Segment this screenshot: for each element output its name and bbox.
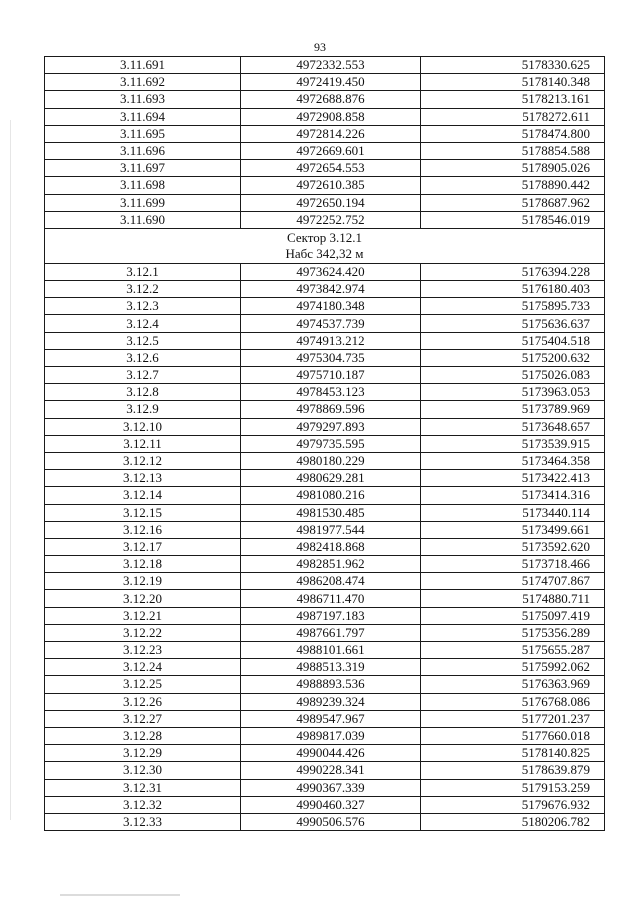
x-coordinate-cell: 4990367.339 — [241, 779, 421, 796]
x-coordinate-cell: 4978869.596 — [241, 401, 421, 418]
x-coordinate-cell: 4982418.868 — [241, 538, 421, 555]
x-coordinate-cell: 4981080.216 — [241, 487, 421, 504]
table-row — [45, 194, 605, 211]
table-row — [45, 435, 605, 452]
y-coordinate-cell: 5174880.711 — [421, 590, 605, 607]
y-coordinate-cell: 5175655.287 — [421, 642, 605, 659]
table-row — [45, 418, 605, 435]
table-row — [45, 177, 605, 194]
y-coordinate-cell: 5173963.053 — [421, 384, 605, 401]
y-coordinate-cell: 5176363.969 — [421, 676, 605, 693]
x-coordinate-cell: 4972650.194 — [241, 194, 421, 211]
x-coordinate-cell: 4989817.039 — [241, 727, 421, 744]
y-coordinate-cell: 5175895.733 — [421, 298, 605, 315]
x-coordinate-cell: 4972252.752 — [241, 211, 421, 228]
y-coordinate-cell: 5175200.632 — [421, 349, 605, 366]
point-id-cell: 3.12.26 — [45, 693, 241, 710]
table-row — [45, 504, 605, 521]
y-coordinate-cell: 5175026.083 — [421, 367, 605, 384]
y-coordinate-cell: 5176180.403 — [421, 281, 605, 298]
table-row — [45, 762, 605, 779]
point-id-cell: 3.12.9 — [45, 401, 241, 418]
point-id-cell: 3.12.27 — [45, 710, 241, 727]
y-coordinate-cell: 5176768.086 — [421, 693, 605, 710]
x-coordinate-cell: 4988513.319 — [241, 659, 421, 676]
y-coordinate-cell: 5179153.259 — [421, 779, 605, 796]
x-coordinate-cell: 4980180.229 — [241, 452, 421, 469]
x-coordinate-cell: 4973842.974 — [241, 281, 421, 298]
table-row — [45, 470, 605, 487]
x-coordinate-cell: 4989239.324 — [241, 693, 421, 710]
point-id-cell: 3.12.7 — [45, 367, 241, 384]
x-coordinate-cell: 4975710.187 — [241, 367, 421, 384]
point-id-cell: 3.12.32 — [45, 796, 241, 813]
y-coordinate-cell: 5173464.358 — [421, 452, 605, 469]
x-coordinate-cell: 4990044.426 — [241, 745, 421, 762]
y-coordinate-cell: 5173499.661 — [421, 521, 605, 538]
y-coordinate-cell: 5179676.932 — [421, 796, 605, 813]
x-coordinate-cell: 4981977.544 — [241, 521, 421, 538]
table-row — [45, 642, 605, 659]
point-id-cell: 3.12.19 — [45, 573, 241, 590]
y-coordinate-cell: 5173414.316 — [421, 487, 605, 504]
y-coordinate-cell: 5178687.962 — [421, 194, 605, 211]
table-row — [45, 349, 605, 366]
point-id-cell: 3.12.28 — [45, 727, 241, 744]
x-coordinate-cell: 4972419.450 — [241, 74, 421, 91]
sector-title: Сектор 3.12.1 — [286, 229, 362, 245]
scan-bottom-mark — [60, 894, 180, 896]
y-coordinate-cell: 5173539.915 — [421, 435, 605, 452]
point-id-cell: 3.12.16 — [45, 521, 241, 538]
x-coordinate-cell: 4982851.962 — [241, 556, 421, 573]
table-row — [45, 315, 605, 332]
table-row — [45, 727, 605, 744]
table-row — [45, 401, 605, 418]
x-coordinate-cell: 4989547.967 — [241, 710, 421, 727]
table-row — [45, 710, 605, 727]
point-id-cell: 3.11.694 — [45, 108, 241, 125]
point-id-cell: 3.12.17 — [45, 538, 241, 555]
y-coordinate-cell: 5178854.588 — [421, 142, 605, 159]
table-row — [45, 57, 605, 74]
x-coordinate-cell: 4973624.420 — [241, 263, 421, 280]
point-id-cell: 3.12.20 — [45, 590, 241, 607]
sector-header-group — [45, 228, 605, 263]
point-id-cell: 3.11.695 — [45, 125, 241, 142]
sector-header — [45, 228, 605, 263]
point-id-cell: 3.11.690 — [45, 211, 241, 228]
table-row — [45, 779, 605, 796]
table-row — [45, 521, 605, 538]
y-coordinate-cell: 5177660.018 — [421, 727, 605, 744]
table-row — [45, 813, 605, 830]
x-coordinate-cell: 4974180.348 — [241, 298, 421, 315]
x-coordinate-cell: 4972669.601 — [241, 142, 421, 159]
y-coordinate-cell: 5178140.825 — [421, 745, 605, 762]
table-row — [45, 108, 605, 125]
table-row — [45, 556, 605, 573]
x-coordinate-cell: 4972688.876 — [241, 91, 421, 108]
y-coordinate-cell: 5178639.879 — [421, 762, 605, 779]
point-id-cell: 3.12.23 — [45, 642, 241, 659]
table-row — [45, 263, 605, 280]
y-coordinate-cell: 5175636.637 — [421, 315, 605, 332]
x-coordinate-cell: 4972610.385 — [241, 177, 421, 194]
table-row — [45, 538, 605, 555]
y-coordinate-cell: 5174707.867 — [421, 573, 605, 590]
point-id-cell: 3.12.2 — [45, 281, 241, 298]
point-id-cell: 3.11.691 — [45, 57, 241, 74]
x-coordinate-cell: 4975304.735 — [241, 349, 421, 366]
page-number: 93 — [314, 40, 326, 54]
y-coordinate-cell: 5175404.518 — [421, 332, 605, 349]
table-row — [45, 142, 605, 159]
table-row — [45, 91, 605, 108]
y-coordinate-cell: 5175992.062 — [421, 659, 605, 676]
point-id-cell: 3.11.696 — [45, 142, 241, 159]
x-coordinate-cell: 4990228.341 — [241, 762, 421, 779]
x-coordinate-cell: 4986711.470 — [241, 590, 421, 607]
point-id-cell: 3.12.1 — [45, 263, 241, 280]
table-row — [45, 624, 605, 641]
x-coordinate-cell: 4981530.485 — [241, 504, 421, 521]
x-coordinate-cell: 4988101.661 — [241, 642, 421, 659]
table-row — [45, 332, 605, 349]
point-id-cell: 3.12.3 — [45, 298, 241, 315]
x-coordinate-cell: 4988893.536 — [241, 676, 421, 693]
table-row — [45, 298, 605, 315]
table-row — [45, 125, 605, 142]
sector-header-row — [45, 228, 605, 263]
x-coordinate-cell: 4972332.553 — [241, 57, 421, 74]
y-coordinate-cell: 5180206.782 — [421, 813, 605, 830]
table-row — [45, 384, 605, 401]
x-coordinate-cell: 4990460.327 — [241, 796, 421, 813]
y-coordinate-cell: 5173422.413 — [421, 470, 605, 487]
x-coordinate-cell: 4972814.226 — [241, 125, 421, 142]
x-coordinate-cell: 4986208.474 — [241, 573, 421, 590]
point-id-cell: 3.11.692 — [45, 74, 241, 91]
x-coordinate-cell: 4980629.281 — [241, 470, 421, 487]
point-id-cell: 3.12.15 — [45, 504, 241, 521]
x-coordinate-cell: 4972908.858 — [241, 108, 421, 125]
point-id-cell: 3.11.698 — [45, 177, 241, 194]
x-coordinate-cell: 4979297.893 — [241, 418, 421, 435]
table-row — [45, 211, 605, 228]
sector-height: Набс 342,32 м — [285, 245, 364, 261]
y-coordinate-cell: 5175356.289 — [421, 624, 605, 641]
table-row — [45, 160, 605, 177]
rows-after-sector — [45, 263, 605, 830]
x-coordinate-cell: 4990506.576 — [241, 813, 421, 830]
table-row — [45, 590, 605, 607]
point-id-cell: 3.12.31 — [45, 779, 241, 796]
y-coordinate-cell: 5173440.114 — [421, 504, 605, 521]
x-coordinate-cell: 4972654.553 — [241, 160, 421, 177]
point-id-cell: 3.12.5 — [45, 332, 241, 349]
point-id-cell: 3.11.693 — [45, 91, 241, 108]
scan-edge-mark — [10, 120, 11, 820]
point-id-cell: 3.12.30 — [45, 762, 241, 779]
x-coordinate-cell: 4979735.595 — [241, 435, 421, 452]
point-id-cell: 3.12.14 — [45, 487, 241, 504]
table-row — [45, 573, 605, 590]
table-row — [45, 487, 605, 504]
point-id-cell: 3.11.697 — [45, 160, 241, 177]
table-row — [45, 452, 605, 469]
table-row — [45, 676, 605, 693]
y-coordinate-cell: 5175097.419 — [421, 607, 605, 624]
y-coordinate-cell: 5178272.611 — [421, 108, 605, 125]
point-id-cell: 3.12.13 — [45, 470, 241, 487]
point-id-cell: 3.11.699 — [45, 194, 241, 211]
table-row — [45, 659, 605, 676]
point-id-cell: 3.12.12 — [45, 452, 241, 469]
table-row — [45, 796, 605, 813]
y-coordinate-cell: 5173789.969 — [421, 401, 605, 418]
point-id-cell: 3.12.33 — [45, 813, 241, 830]
y-coordinate-cell: 5178546.019 — [421, 211, 605, 228]
point-id-cell: 3.12.18 — [45, 556, 241, 573]
y-coordinate-cell: 5178890.442 — [421, 177, 605, 194]
y-coordinate-cell: 5178330.625 — [421, 57, 605, 74]
y-coordinate-cell: 5177201.237 — [421, 710, 605, 727]
y-coordinate-cell: 5173592.620 — [421, 538, 605, 555]
table-row — [45, 693, 605, 710]
point-id-cell: 3.12.29 — [45, 745, 241, 762]
point-id-cell: 3.12.8 — [45, 384, 241, 401]
y-coordinate-cell: 5173718.466 — [421, 556, 605, 573]
point-id-cell: 3.12.11 — [45, 435, 241, 452]
x-coordinate-cell: 4978453.123 — [241, 384, 421, 401]
y-coordinate-cell: 5178905.026 — [421, 160, 605, 177]
y-coordinate-cell: 5178140.348 — [421, 74, 605, 91]
table-row — [45, 607, 605, 624]
y-coordinate-cell: 5173648.657 — [421, 418, 605, 435]
x-coordinate-cell: 4987661.797 — [241, 624, 421, 641]
coordinates-table — [44, 56, 605, 831]
table-row — [45, 745, 605, 762]
point-id-cell: 3.12.10 — [45, 418, 241, 435]
point-id-cell: 3.12.21 — [45, 607, 241, 624]
point-id-cell: 3.12.6 — [45, 349, 241, 366]
x-coordinate-cell: 4987197.183 — [241, 607, 421, 624]
x-coordinate-cell: 4974913.212 — [241, 332, 421, 349]
rows-before-sector — [45, 57, 605, 229]
point-id-cell: 3.12.25 — [45, 676, 241, 693]
y-coordinate-cell: 5176394.228 — [421, 263, 605, 280]
point-id-cell: 3.12.4 — [45, 315, 241, 332]
y-coordinate-cell: 5178213.161 — [421, 91, 605, 108]
table-row — [45, 74, 605, 91]
point-id-cell: 3.12.24 — [45, 659, 241, 676]
y-coordinate-cell: 5178474.800 — [421, 125, 605, 142]
table-row — [45, 281, 605, 298]
table-row — [45, 367, 605, 384]
point-id-cell: 3.12.22 — [45, 624, 241, 641]
x-coordinate-cell: 4974537.739 — [241, 315, 421, 332]
